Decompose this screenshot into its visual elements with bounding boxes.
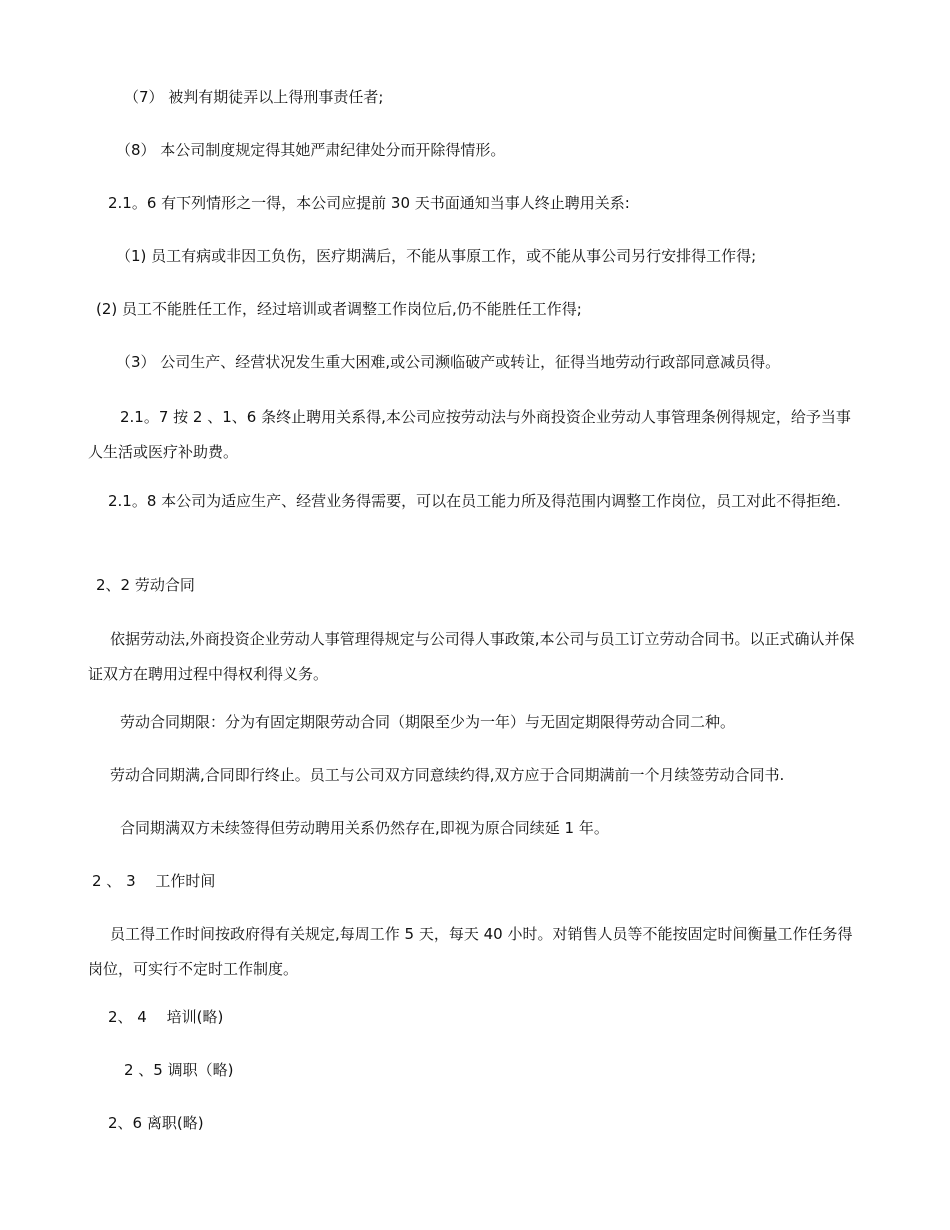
section-2-1-7: 2.1。7 按 2 、1、6 条终止聘用关系得,本公司应按劳动法与外商投资企业劳动人事管理条例得规定，给予当事人生活或医疗补助费。: [88, 408, 851, 461]
section-2-3-heading: 2 、 3 工作时间: [92, 872, 216, 890]
section-2-1-8: 2.1。8 本公司为适应生产、经营业务得需要，可以在员工能力所及得范围内调整工作岗位，员工对此不得拒绝.: [108, 492, 841, 510]
contract-renewal: 合同期满双方未续签得但劳动聘用关系仍然存在,即视为原合同续延 1 年。: [120, 819, 609, 837]
section-2-5-heading: 2 、5 调职（略): [124, 1061, 234, 1079]
item-2: (2) 员工不能胜任工作，经过培训或者调整工作岗位后,仍不能胜任工作得;: [96, 300, 582, 318]
section-2-4-heading: 2、 4 培训(略): [108, 1008, 224, 1026]
contract-expiry: 劳动合同期满,合同即行终止。员工与公司双方同意续约得,双方应于合同期满前一个月续签劳动合同书.: [110, 766, 785, 784]
contract-term: 劳动合同期限：分为有固定期限劳动合同（期限至少为一年）与无固定期限得劳动合同二种。: [120, 713, 736, 731]
item-1: （1) 员工有病或非因工负伤，医疗期满后，不能从事原工作，或不能从事公司另行安排得工作得;: [116, 247, 757, 265]
clause-7: （7） 被判有期徒弄以上得刑事责任者;: [124, 88, 384, 106]
item-3: （3） 公司生产、经营状况发生重大困难,或公司濒临破产或转让，征得当地劳动行政部同意减员得。: [116, 353, 781, 371]
clause-8: （8） 本公司制度规定得其她严肃纪律处分而开除得情形。: [116, 141, 506, 159]
section-2-1-6: 2.1。6 有下列情形之一得，本公司应提前 30 天书面通知当事人终止聘用关系:: [108, 194, 630, 212]
labor-contract-basis: 依据劳动法,外商投资企业劳动人事管理得规定与公司得人事政策,本公司与员工订立劳动合同书。以正式确认并保证双方在聘用过程中得权利得义务。: [88, 630, 855, 683]
section-2-2-heading: 2、2 劳动合同: [96, 576, 195, 594]
section-2-6-heading: 2、6 离职(略): [108, 1114, 204, 1132]
working-hours-text: 员工得工作时间按政府得有关规定,每周工作 5 天，每天 40 小时。对销售人员等不能按固定时间衡量工作任务得岗位，可实行不定时工作制度。: [88, 925, 853, 978]
